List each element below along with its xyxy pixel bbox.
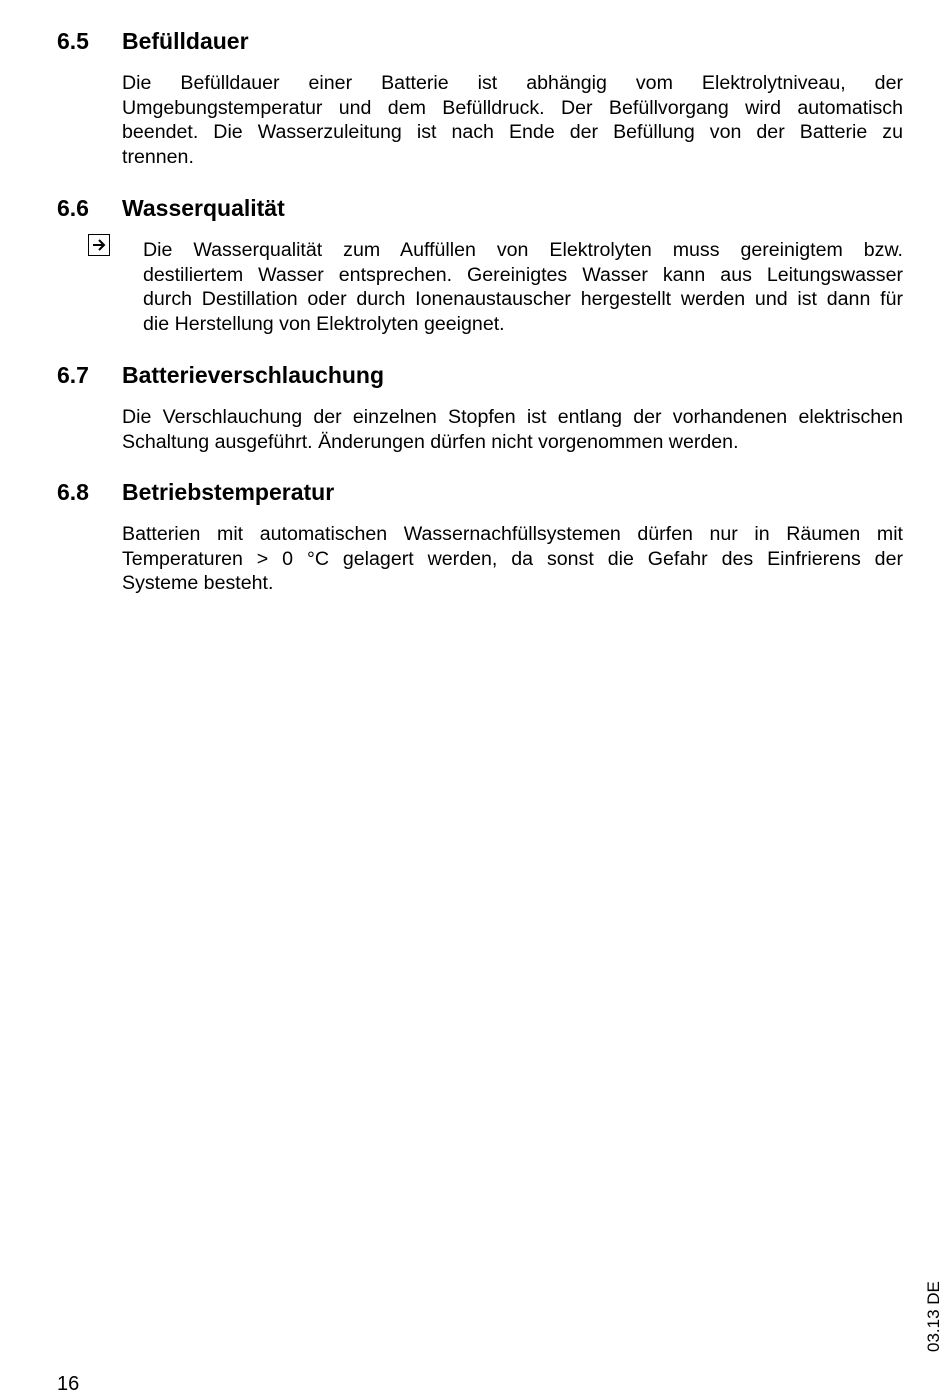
- paragraph-line: Die Wasserqualität zum Auffüllen von Elektrolyten muss gereinigtem bzw.: [143, 239, 903, 261]
- paragraph-line: Schaltung ausgeführt. Änderungen dürfen nicht vorgenommen werden.: [122, 430, 739, 453]
- paragraph-line: Die Verschlauchung der einzelnen Stopfen ist entlang der vorhandenen elektrischen: [122, 406, 903, 428]
- section-heading: [57, 194, 285, 222]
- paragraph-line: Batterien mit automatischen Wassernachfüllsystemen dürfen nur in Räumen mit: [122, 523, 903, 545]
- paragraph-line: durch Destillation oder durch Ionenaustauscher hergestellt werden und ist dann für: [143, 288, 903, 311]
- paragraph-line: Umgebungstemperatur und dem Befülldruck. Der Befüllvorgang wird automatisch: [122, 96, 903, 119]
- section-heading: [57, 361, 384, 389]
- paragraph-line: Die Befülldauer einer Batterie ist abhängig vom Elektrolytniveau, der: [122, 72, 903, 94]
- page-number: 16: [57, 1373, 80, 1395]
- section-paragraph: [122, 71, 903, 170]
- document-code: 03.13 DE: [924, 1281, 943, 1352]
- paragraph-line: beendet. Die Wasserzuleitung ist nach Ende der Befüllung von der Batterie zu: [122, 121, 903, 144]
- section-paragraph: [143, 238, 903, 337]
- paragraph-line: trennen.: [122, 146, 194, 169]
- arrow-right-box-icon: [88, 234, 110, 256]
- section-number: 6.5: [57, 28, 89, 54]
- section-heading: [57, 478, 334, 506]
- paragraph-line: destiliertem Wasser entsprechen. Gereinigtes Wasser kann aus Leitungswasser: [143, 263, 903, 286]
- section-paragraph: [122, 522, 903, 596]
- paragraph-line: die Herstellung von Elektrolyten geeignet.: [143, 313, 505, 336]
- section-heading: [57, 27, 249, 55]
- section-number: 6.6: [57, 195, 89, 221]
- section-paragraph: [122, 405, 903, 454]
- section-title: Wasserqualität: [122, 195, 285, 221]
- paragraph-line: Temperaturen > 0 °C gelagert werden, da sonst die Gefahr des Einfrierens der: [122, 547, 903, 570]
- section-number: 6.8: [57, 479, 89, 505]
- section-title: Befülldauer: [122, 28, 249, 54]
- paragraph-line: Systeme besteht.: [122, 572, 274, 595]
- section-title: Betriebstemperatur: [122, 479, 335, 505]
- section-number: 6.7: [57, 362, 89, 388]
- section-title: Batterieverschlauchung: [122, 362, 385, 388]
